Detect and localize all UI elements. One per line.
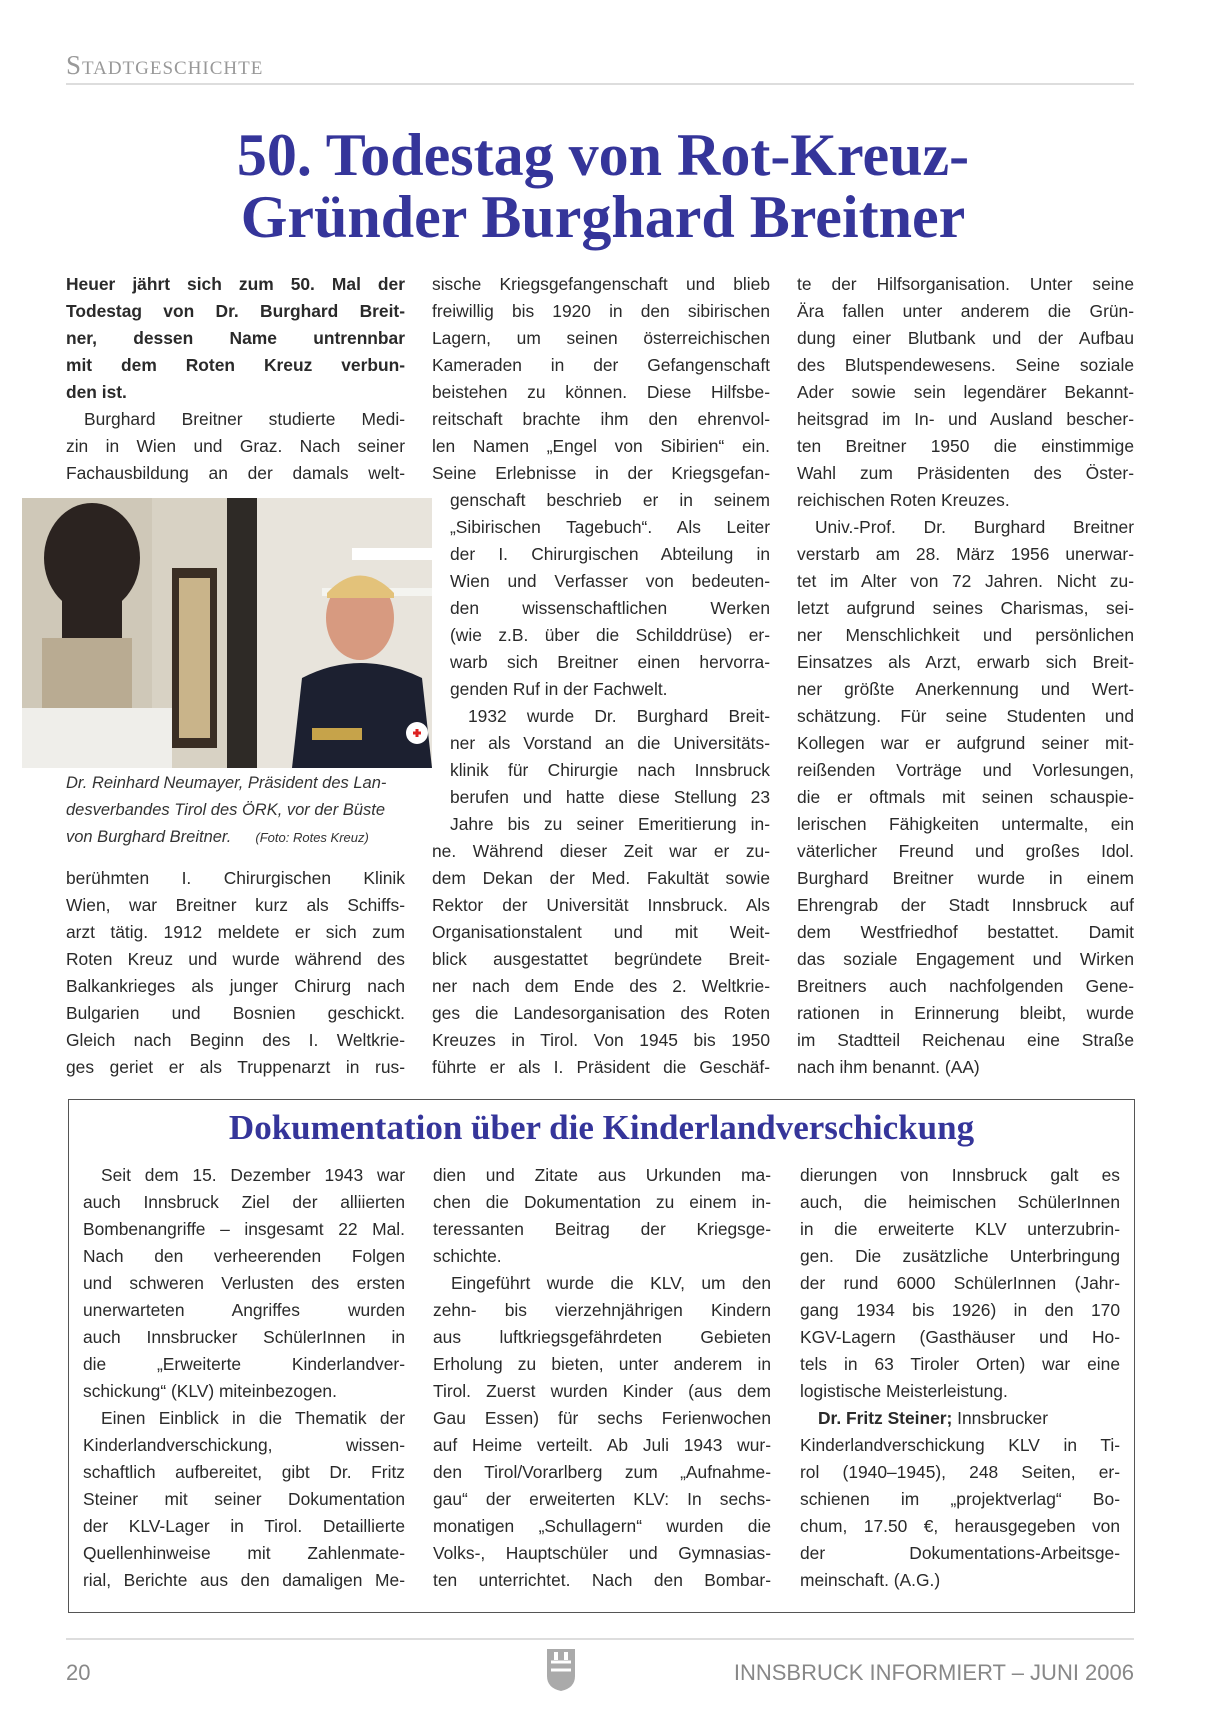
text-line: ner Menschlichkeit und persönlichen bbox=[797, 625, 1134, 645]
text-line: 1932 wurde Dr. Burghard Breit- bbox=[468, 706, 770, 726]
text-line: freiwillig bis 1920 in den sibirischen bbox=[432, 301, 770, 321]
text-line: Nach den verheerenden Folgen bbox=[83, 1246, 405, 1266]
text-line: ges die Landesorganisation des Roten bbox=[432, 1003, 770, 1023]
text-line: und schweren Verlusten des ersten bbox=[83, 1273, 405, 1293]
text-line: reißenden Vorträge und Vorlesungen, bbox=[797, 760, 1134, 780]
text-line: reichischen Roten Kreuzes. bbox=[797, 490, 1010, 510]
text-line: schaftlich aufbereitet, gibt Dr. Fritz bbox=[83, 1462, 405, 1482]
text-line: blick ausgestattet begründete Breit- bbox=[432, 949, 770, 969]
text-line: Wien, war Breitner kurz als Schiffs- bbox=[66, 895, 405, 915]
text-line: meinschaft. (A.G.) bbox=[800, 1570, 941, 1590]
text-line: ner als Vorstand an die Universitäts- bbox=[450, 733, 770, 753]
text-line: Gau Essen) für sechs Ferienwochen bbox=[433, 1408, 771, 1428]
text-line: Roten Kreuz und wurde während des bbox=[66, 949, 405, 969]
text-line: genschaft beschrieb er in seinem bbox=[450, 490, 770, 510]
text-line: tels in 63 Tiroler Orten) war eine bbox=[800, 1354, 1120, 1374]
text-line: ner größte Anerkennung und Wert- bbox=[797, 679, 1134, 699]
text-line: heitsgrad im In- und Ausland bescher- bbox=[797, 409, 1134, 429]
text-line: schienen im „projektverlag“ Bo- bbox=[800, 1489, 1120, 1509]
text-line: Seit dem 15. Dezember 1943 war bbox=[101, 1165, 405, 1185]
text-line: klinik für Chirurgie nach Innsbruck bbox=[450, 760, 770, 780]
text-line: reitschaft brachte ihm den ehrenvol- bbox=[432, 409, 770, 429]
text-line: im Stadtteil Reichenau eine Straße bbox=[797, 1030, 1134, 1050]
text-line: schichte. bbox=[433, 1246, 502, 1266]
text-line: ner, dessen Name untrennbar bbox=[66, 328, 405, 348]
text-line: schickung“ (KLV) miteinbezogen. bbox=[83, 1381, 337, 1401]
text-line: berühmten I. Chirurgischen Klinik bbox=[66, 868, 405, 888]
text-line: mit dem Roten Kreuz verbun- bbox=[66, 355, 405, 375]
book-author: Dr. Fritz Steiner; bbox=[818, 1408, 953, 1428]
text-line: den ist. bbox=[66, 382, 127, 402]
text-line: Breitners auch nachfolgenden Gene- bbox=[797, 976, 1134, 996]
text-line: Bombenangriffe – insgesamt 22 Mal. bbox=[83, 1219, 405, 1239]
text-line: Burghard Breitner studierte Medi- bbox=[84, 409, 405, 429]
text-line: Tirol. Zuerst wurden Kinder (aus dem bbox=[433, 1381, 771, 1401]
caption-line: Dr. Reinhard Neumayer, Präsident des Lan- bbox=[66, 774, 387, 792]
text-line: der rund 6000 SchülerInnen (Jahr- bbox=[800, 1273, 1120, 1293]
text-line: teressanten Beitrag der Kriegsge- bbox=[433, 1219, 771, 1239]
caption-line: von Burghard Breitner. bbox=[66, 828, 232, 846]
text-line: den Tirol/Vorarlberg zum „Aufnahme- bbox=[433, 1462, 771, 1482]
text-line: warb sich Breitner einen hervorra- bbox=[450, 652, 770, 672]
text-line: arzt tätig. 1912 meldete er sich zum bbox=[66, 922, 405, 942]
box-column-1 bbox=[83, 1162, 405, 1594]
text-line: dung einer Blutbank und der Aufbau bbox=[797, 328, 1134, 348]
text-line: auch, die heimischen SchülerInnen bbox=[800, 1192, 1120, 1212]
text-line: väterlicher Freund und großes Idol. bbox=[797, 841, 1134, 861]
article-column-2 bbox=[432, 271, 770, 1081]
text-line: Ehrengrab der Stadt Innsbruck auf bbox=[797, 895, 1134, 915]
text-line: ner nach dem Ende des 2. Weltkrie- bbox=[432, 976, 770, 996]
text-line: Eingeführt wurde die KLV, um den bbox=[451, 1273, 771, 1293]
footer-divider bbox=[66, 1638, 1134, 1640]
text-line: auch Innsbruck Ziel der alliierten bbox=[83, 1192, 405, 1212]
page-number: 20 bbox=[66, 1660, 91, 1685]
box-column-2 bbox=[433, 1162, 771, 1594]
text-line: auch Innsbrucker SchülerInnen in bbox=[83, 1327, 405, 1347]
article-column-1-top bbox=[66, 271, 405, 487]
text-line: len Namen „Engel von Sibirien“ ein. bbox=[432, 436, 770, 456]
article-column-1-bottom bbox=[66, 865, 405, 1081]
text-line: Gleich nach Beginn des I. Weltkrie- bbox=[66, 1030, 405, 1050]
text-line: „Sibirischen Tagebuch“. Als Leiter bbox=[450, 517, 770, 537]
article-title-line2: Gründer Burghard Breitner bbox=[240, 184, 966, 250]
text-line: Rektor der Universität Innsbruck. Als bbox=[432, 895, 770, 915]
text-line: sische Kriegsgefangenschaft und blieb bbox=[432, 274, 770, 294]
text-line: zin in Wien und Graz. Nach seiner bbox=[66, 436, 405, 456]
text-line: lerischen Fähigkeiten untermalte, ein bbox=[797, 814, 1134, 834]
text-line: unerwarteten Angriffes wurden bbox=[83, 1300, 405, 1320]
text-line: te der Hilfsorganisation. Unter seine bbox=[797, 274, 1134, 294]
header-divider bbox=[66, 83, 1134, 85]
text-line: der Dokumentations-Arbeitsge- bbox=[800, 1543, 1120, 1563]
text-line: beistehen zu können. Diese Hilfsbe- bbox=[432, 382, 770, 402]
text-line: verstarb am 28. März 1956 unerwar- bbox=[797, 544, 1134, 564]
text-line: Quellenhinweise mit Zahlenmate- bbox=[83, 1543, 405, 1563]
text-line: gen. Die zusätzliche Unterbringung bbox=[800, 1246, 1120, 1266]
text-line: die er oftmals mit seinen schauspie- bbox=[797, 787, 1134, 807]
text-line: dem Dekan der Med. Fakultät sowie bbox=[432, 868, 770, 888]
text-line: zehn- bis vierzehnjährigen Kindern bbox=[433, 1300, 771, 1320]
text-line: der I. Chirurgischen Abteilung in bbox=[450, 544, 770, 564]
text-line: nach ihm benannt. (AA) bbox=[797, 1057, 980, 1077]
publication-name: INNSBRUCK INFORMIERT – JUNI 2006 bbox=[733, 1660, 1134, 1685]
text-line: KGV-Lagern (Gasthäuser und Ho- bbox=[800, 1327, 1120, 1347]
text-line: genden Ruf in der Fachwelt. bbox=[450, 679, 668, 699]
text-line: Ader sowie sein legendärer Bekannt- bbox=[797, 382, 1134, 402]
photo-caption bbox=[66, 770, 436, 851]
text-line: Lagern, um seinen österreichischen bbox=[432, 328, 770, 348]
text-line: den wissenschaftlichen Werken bbox=[450, 598, 770, 618]
photo-credit: (Foto: Rotes Kreuz) bbox=[255, 830, 369, 845]
section-header: Stadtgeschichte bbox=[66, 50, 264, 80]
text-line: Ära fallen unter anderem die Grün- bbox=[797, 301, 1134, 321]
text-line: dem Westfriedhof bestattet. Damit bbox=[797, 922, 1134, 942]
text-line: chum, 17.50 €, herausgegeben von bbox=[800, 1516, 1120, 1536]
text-line: berufen und hatte diese Stellung 23 bbox=[450, 787, 770, 807]
caption-line: desverbandes Tirol des ÖRK, vor der Büste bbox=[66, 801, 386, 819]
text-line: in die erweiterte KLV unterzubrin- bbox=[800, 1219, 1120, 1239]
text-line: auf Heime verteilt. Ab Juli 1943 wur- bbox=[433, 1435, 771, 1455]
text-line: schätzung. Für seine Studenten und bbox=[797, 706, 1134, 726]
text-line: Balkankrieges als junger Chirurg nach bbox=[66, 976, 405, 996]
text-line: Einen Einblick in die Thematik der bbox=[101, 1408, 405, 1428]
article-title-line1: 50. Todestag von Rot-Kreuz- bbox=[236, 122, 970, 188]
text-line: gau“ der erweiterten KLV: In sechs- bbox=[433, 1489, 771, 1509]
text-line: tet im Alter von 72 Jahren. Nicht zu- bbox=[797, 571, 1134, 591]
text-line: Seine Erlebnisse in der Kriegsgefan- bbox=[432, 463, 770, 483]
article-photo bbox=[22, 498, 432, 768]
text-line: Volks-, Hauptschüler und Gymnasias- bbox=[433, 1543, 771, 1563]
text-line: des Blutspendewesens. Seine soziale bbox=[797, 355, 1134, 375]
text-line: rationen in Erinnerung bleibt, wurde bbox=[797, 1003, 1134, 1023]
article-column-3 bbox=[797, 271, 1134, 1081]
text-line: ne. Während dieser Zeit war er zu- bbox=[432, 841, 770, 861]
text-line: Bulgarien und Bosnien geschickt. bbox=[66, 1003, 405, 1023]
text-line: letzt aufgrund seines Charismas, sei- bbox=[797, 598, 1134, 618]
text-line: ges geriet er als Truppenarzt in rus- bbox=[66, 1057, 405, 1077]
text-line: ten unterrichtet. Nach den Bombar- bbox=[433, 1570, 771, 1590]
text-line: Fachausbildung an der damals welt- bbox=[66, 463, 405, 483]
text-line: dien und Zitate aus Urkunden ma- bbox=[433, 1165, 771, 1185]
text-line: Kameraden in der Gefangenschaft bbox=[432, 355, 770, 375]
text-line: Wien und Verfasser von bedeuten- bbox=[450, 571, 770, 591]
text-line: rol (1940–1945), 248 Seiten, er- bbox=[800, 1462, 1120, 1482]
text-line: dierungen von Innsbruck galt es bbox=[800, 1165, 1120, 1185]
box-title: Dokumentation über die Kinderlandverschickung bbox=[228, 1108, 975, 1147]
text-line: Kreuzes in Tirol. Von 1945 bis 1950 bbox=[432, 1030, 770, 1050]
text-span: Innsbrucker bbox=[952, 1408, 1049, 1428]
text-line: Steiner mit seiner Dokumentation bbox=[83, 1489, 405, 1509]
text-line: Jahre bis zu seiner Emeritierung in- bbox=[450, 814, 770, 834]
text-line: Todestag von Dr. Burghard Breit- bbox=[66, 301, 405, 321]
innsbruck-crest-icon bbox=[546, 1648, 576, 1697]
text-line: (wie z.B. über die Schilddrüse) er- bbox=[450, 625, 770, 645]
text-line: Einsatzes als Arzt, erwarb sich Breit- bbox=[797, 652, 1134, 672]
text-line: ten Breitner 1950 die einstimmige bbox=[797, 436, 1134, 456]
text-line: Burghard Breitner wurde in einem bbox=[797, 868, 1134, 888]
text-line: der KLV-Lager in Tirol. Detaillierte bbox=[83, 1516, 405, 1536]
box-column-3 bbox=[800, 1162, 1120, 1594]
text-line: die „Erweiterte Kinderlandver- bbox=[83, 1354, 405, 1374]
text-line: gang 1934 bis 1926) in den 170 bbox=[800, 1300, 1120, 1320]
text-line: aus luftkriegsgefährdeten Gebieten bbox=[433, 1327, 771, 1347]
text-line: logistische Meisterleistung. bbox=[800, 1381, 1008, 1401]
text-line: rial, Berichte aus den damaligen Me- bbox=[83, 1570, 405, 1590]
text-line: chen die Dokumentation zu einem in- bbox=[433, 1192, 771, 1212]
text-line: Wahl zum Präsidenten des Öster- bbox=[797, 463, 1134, 483]
text-line: Kollegen war er aufgrund seiner mit- bbox=[797, 733, 1134, 753]
text-line: Organisationstalent und mit Weit- bbox=[432, 922, 770, 942]
text-line: das soziale Engagement und Wirken bbox=[797, 949, 1134, 969]
text-line bbox=[800, 1405, 1120, 1432]
text-line: führte er als I. Präsident die Geschäf- bbox=[432, 1057, 770, 1077]
text-line: Kinderlandverschickung, wissen- bbox=[83, 1435, 405, 1455]
text-line: Univ.-Prof. Dr. Burghard Breitner bbox=[815, 517, 1134, 537]
text-line: monatigen „Schullagern“ wurden die bbox=[433, 1516, 771, 1536]
text-line: Heuer jährt sich zum 50. Mal der bbox=[66, 274, 405, 294]
text-line: Kinderlandverschickung KLV in Ti- bbox=[800, 1435, 1120, 1455]
text-line: Erholung zu bieten, unter anderem in bbox=[433, 1354, 771, 1374]
